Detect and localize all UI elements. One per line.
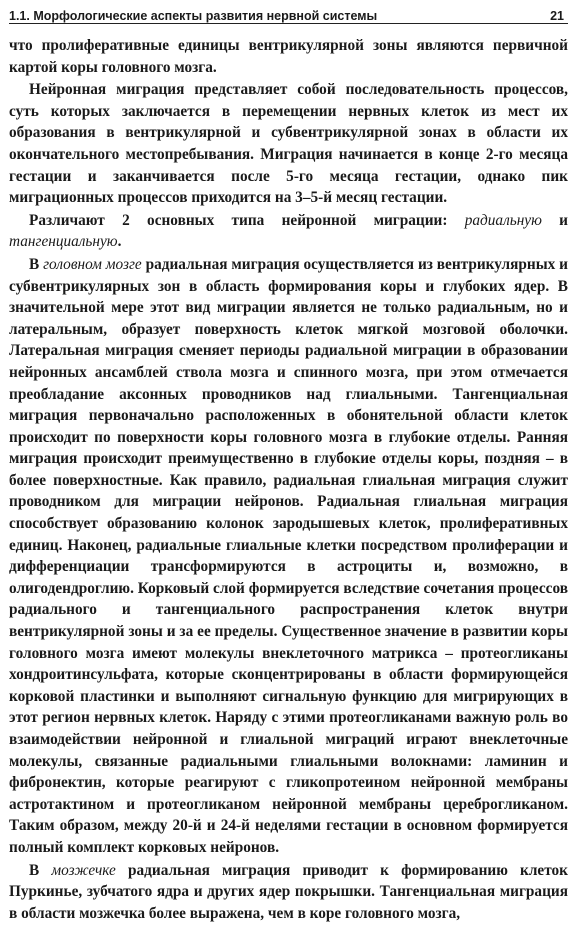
term-italic: мозжечке	[51, 861, 116, 879]
paragraph	[9, 254, 568, 859]
text-run: Различают 2 основных типа нейронной миграции:	[29, 211, 465, 229]
running-header	[9, 0, 568, 24]
paragraph	[9, 79, 568, 209]
text-run: радиальная миграция приводит к формированию клеток Пуркинье, зубчатого ядра и других ядер покрышки. Тангенциальная миграция в области мозжечка более выражена, чем в коре головного мозга,	[9, 861, 568, 922]
text-run: В	[29, 255, 44, 273]
text-run: что пролиферативные единицы вентрикулярной зоны являются первичной картой коры головного мозга.	[9, 37, 568, 76]
term-italic: тангенциальную	[9, 233, 118, 251]
section-title: 1.1. Морфологические аспекты развития нервной системы	[9, 9, 378, 23]
term-bold: Нейронная миграция	[29, 81, 185, 99]
text-run: представляет собой последовательность процессов, суть которых заключается в перемещении нервных клеток из мест их образования в вентрикулярной и субвентрикулярной зонах в области их окончательного местопребывания. Миграция начинается в конце 2-го месяца гестации и заканчивается после 5-го месяца гестации, однако пик миграционных процессов приходится на 3–5-й месяц гестации.	[9, 81, 568, 207]
paragraph	[9, 860, 568, 925]
text-run: В	[29, 861, 52, 879]
body-text	[9, 35, 568, 924]
text-run: .	[117, 233, 122, 251]
term-italic: головном мозге	[43, 255, 142, 273]
page-number: 21	[550, 9, 564, 23]
text-run: радиальная миграция осуществляется из вентрикулярных и субвентрикулярных зон в область формирования коры и глубоких ядер. В значительной мере этот вид миграции является не только радиальным, но и латеральным, образует поверхность клеток мягкой мозговой оболочки. Латеральная миграция сменяет периоды радиальной миграции в образовании нейронных ансамблей ствола мозга и спинного мозга, при этом отмечается преобладание аксонных проводников над глиальными. Тангенциальная миграция первоначально расположенных в обонятельной области клеток происходит по поверхности коры головного мозга в глубокие отделы. Ранняя миграция происходит преимущественно в глубокие отделы коры, поздняя – в более поверхностные. Как правило, радиальная глиальная миграция служит проводником для миграции нейронов. Радиальная глиальная миграция способствует образованию колонок зародышевых клеток, пролиферативных единиц. Наконец, радиальные глиальные клетки посредством пролиферации и дифференциации трансформируются в астроциты и, возможно, в олигодендроглию. Корковый слой формируется вследствие сочетания процессов радиального и тангенциального распространения клеток внутри вентрикулярной зоны и за ее пределы. Существенное значение в развитии коры головного мозга имеют молекулы внеклеточного матрикса – протеогликаны хондроитинсульфата, которые сконцентрированы в области формирующейся корковой пластинки и выполняют сигнальную функцию для мигрирующих в этот регион нервных клеток. Наряду с этими протеогликанами важную роль во взаимодействии нейронной и глиальной миграций играют внеклеточные молекулы, связанные радиальными глиальными волокнами: ламинин и фибронектин, которые реагируют с гликопротеином нейронной мембраны астротактином и протеогликаном нейронной мембраны цереброгликаном. Таким образом, между 20-й и 24-й неделями гестации в основном формируется полный комплект корковых нейронов.	[9, 255, 569, 856]
paragraph	[9, 210, 568, 253]
paragraph	[9, 35, 568, 78]
text-run: и	[541, 211, 568, 229]
term-italic: радиальную	[464, 211, 542, 229]
